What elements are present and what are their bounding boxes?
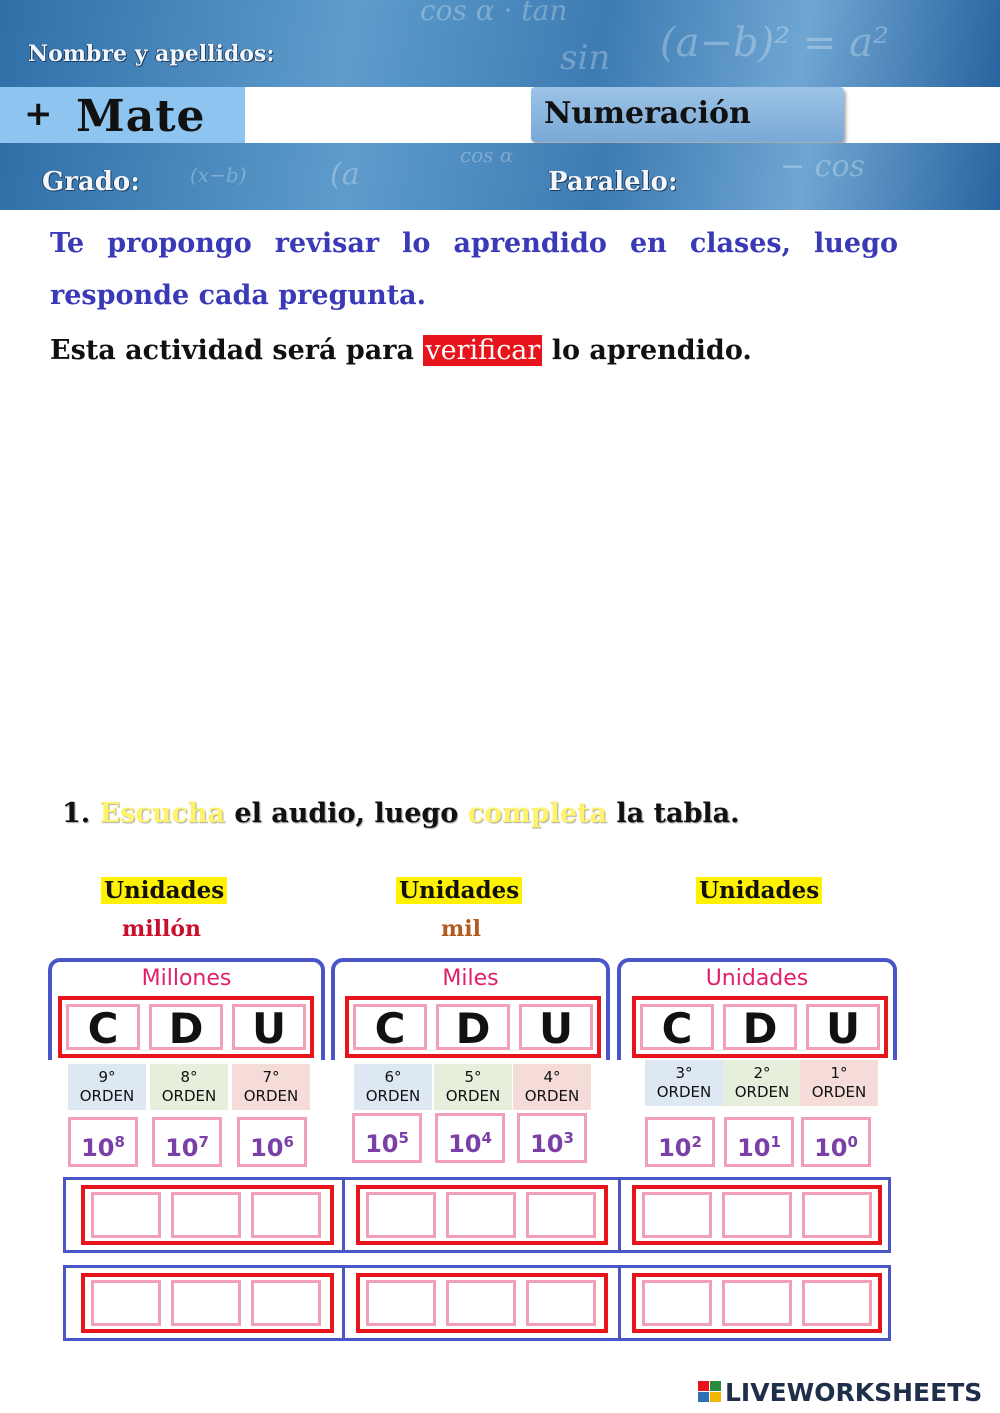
question-word-completa: completa [467, 798, 607, 829]
order-label: ORDEN [445, 1087, 501, 1105]
cdu-d: D [149, 1004, 223, 1050]
instruction-text-before: Esta actividad será para [50, 335, 424, 366]
cdu-unidades [632, 996, 888, 1058]
answer-group-unidades [632, 1185, 882, 1245]
power-base: 10 [737, 1134, 771, 1162]
cdu-miles [345, 996, 601, 1058]
cdu-c: C [640, 1004, 714, 1050]
answer-input[interactable] [171, 1280, 241, 1326]
answer-input[interactable] [366, 1192, 436, 1238]
order-4 [513, 1064, 591, 1110]
order-8 [150, 1064, 228, 1110]
power-exp: 7 [198, 1133, 209, 1151]
question-word-escucha: Escucha [99, 798, 226, 829]
order-7 [232, 1064, 310, 1110]
power-exp: 5 [398, 1129, 409, 1147]
order-5 [434, 1064, 512, 1110]
answer-input[interactable] [642, 1192, 712, 1238]
answer-row-2 [63, 1265, 891, 1341]
order-1 [800, 1060, 878, 1106]
answer-group-millones [81, 1185, 334, 1245]
order-9 [68, 1064, 146, 1110]
question-1 [62, 798, 740, 829]
power-exp: 3 [563, 1129, 574, 1147]
order-label: ORDEN [811, 1083, 867, 1101]
question-mid: el audio, luego [225, 798, 468, 829]
order-number: 4° [543, 1068, 561, 1086]
units-heading-millon: Unidades [101, 877, 227, 904]
divider [618, 1180, 621, 1250]
power-10-2 [645, 1117, 715, 1167]
answer-input[interactable] [526, 1192, 596, 1238]
order-label: ORDEN [365, 1087, 421, 1105]
answer-group-miles [356, 1185, 608, 1245]
power-10-7 [152, 1117, 222, 1167]
order-label: ORDEN [734, 1083, 790, 1101]
order-number: 1° [830, 1064, 848, 1082]
power-exp: 1 [770, 1133, 781, 1151]
liveworksheets-logo-icon [698, 1381, 722, 1403]
topic-title: Numeración [544, 96, 751, 131]
power-exp: 8 [114, 1133, 125, 1151]
cdu-c: C [353, 1004, 427, 1050]
cdu-d: D [723, 1004, 797, 1050]
power-10-3 [517, 1113, 587, 1163]
question-end: la tabla. [607, 798, 740, 829]
power-exp: 0 [847, 1133, 858, 1151]
power-exp: 6 [283, 1133, 294, 1151]
answer-input[interactable] [802, 1192, 872, 1238]
instruction-text-after: lo aprendido. [542, 335, 752, 366]
order-3 [645, 1060, 723, 1106]
power-base: 10 [365, 1130, 399, 1158]
power-10-0 [801, 1117, 871, 1167]
question-number: 1. [62, 798, 91, 829]
intro-line-1: Te propongo revisar lo aprendido en clases, luego [50, 228, 898, 259]
power-base: 10 [530, 1130, 564, 1158]
answer-input[interactable] [446, 1192, 516, 1238]
cdu-d: D [436, 1004, 510, 1050]
answer-input[interactable] [722, 1280, 792, 1326]
answer-row-1 [63, 1177, 891, 1253]
liveworksheets-logo[interactable] [698, 1378, 982, 1407]
verificar-highlight: verificar [425, 335, 541, 366]
answer-group-millones [81, 1273, 334, 1333]
name-label: Nombre y apellidos: [28, 41, 275, 67]
answer-input[interactable] [91, 1192, 161, 1238]
power-base: 10 [250, 1134, 284, 1162]
power-base: 10 [81, 1134, 115, 1162]
power-exp: 4 [481, 1129, 492, 1147]
cdu-c: C [66, 1004, 140, 1050]
order-number: 2° [753, 1064, 771, 1082]
answer-group-miles [356, 1273, 608, 1333]
power-exp: 2 [691, 1133, 702, 1151]
power-10-8 [68, 1117, 138, 1167]
intro-line-2: responde cada pregunta. [50, 280, 427, 311]
power-10-4 [435, 1113, 505, 1163]
order-label: ORDEN [161, 1087, 217, 1105]
order-number: 3° [675, 1064, 693, 1082]
order-label: ORDEN [243, 1087, 299, 1105]
power-10-1 [724, 1117, 794, 1167]
answer-group-unidades [632, 1273, 882, 1333]
cdu-millones [58, 996, 314, 1058]
answer-input[interactable] [722, 1192, 792, 1238]
answer-input[interactable] [171, 1192, 241, 1238]
subject-title: Mate [76, 91, 206, 142]
answer-input[interactable] [366, 1280, 436, 1326]
order-number: 7° [262, 1068, 280, 1086]
divider [618, 1268, 621, 1338]
instruction-line [50, 335, 752, 366]
group-millones-title: Millones [141, 966, 232, 991]
order-number: 6° [384, 1068, 402, 1086]
answer-input[interactable] [642, 1280, 712, 1326]
header-band-top: sin (a−b)² = a² cos α · tan [0, 0, 1000, 87]
power-base: 10 [658, 1134, 692, 1162]
header-band-bottom: (a cos α − cos (x−b) [0, 143, 1000, 210]
divider [342, 1180, 345, 1250]
sub-mil: mil [441, 916, 481, 942]
order-2 [723, 1060, 801, 1106]
grade-label: Grado: [42, 167, 140, 197]
power-10-5 [352, 1113, 422, 1163]
answer-input[interactable] [251, 1280, 321, 1326]
order-label: ORDEN [524, 1087, 580, 1105]
power-base: 10 [448, 1130, 482, 1158]
power-base: 10 [814, 1134, 848, 1162]
order-number: 8° [180, 1068, 198, 1086]
cdu-u: U [519, 1004, 593, 1050]
cdu-u: U [806, 1004, 880, 1050]
order-number: 9° [98, 1068, 116, 1086]
plus-icon: + [24, 94, 53, 134]
divider [342, 1268, 345, 1338]
answer-input[interactable] [802, 1280, 872, 1326]
power-base: 10 [165, 1134, 199, 1162]
answer-input[interactable] [446, 1280, 516, 1326]
group-unidades-title: Unidades [705, 966, 809, 991]
cdu-u: U [232, 1004, 306, 1050]
answer-input[interactable] [251, 1192, 321, 1238]
group-miles-title: Miles [442, 966, 499, 991]
units-heading-mil: Unidades [396, 877, 522, 904]
power-10-6 [237, 1117, 307, 1167]
parallel-label: Paralelo: [548, 167, 678, 197]
order-number: 5° [464, 1068, 482, 1086]
units-heading-unidades: Unidades [696, 877, 822, 904]
answer-input[interactable] [526, 1280, 596, 1326]
order-label: ORDEN [79, 1087, 135, 1105]
brand-text: LIVEWORKSHEETS [725, 1378, 983, 1407]
order-label: ORDEN [656, 1083, 712, 1101]
answer-input[interactable] [91, 1280, 161, 1326]
sub-millon: millón [122, 916, 202, 942]
order-6 [354, 1064, 432, 1110]
